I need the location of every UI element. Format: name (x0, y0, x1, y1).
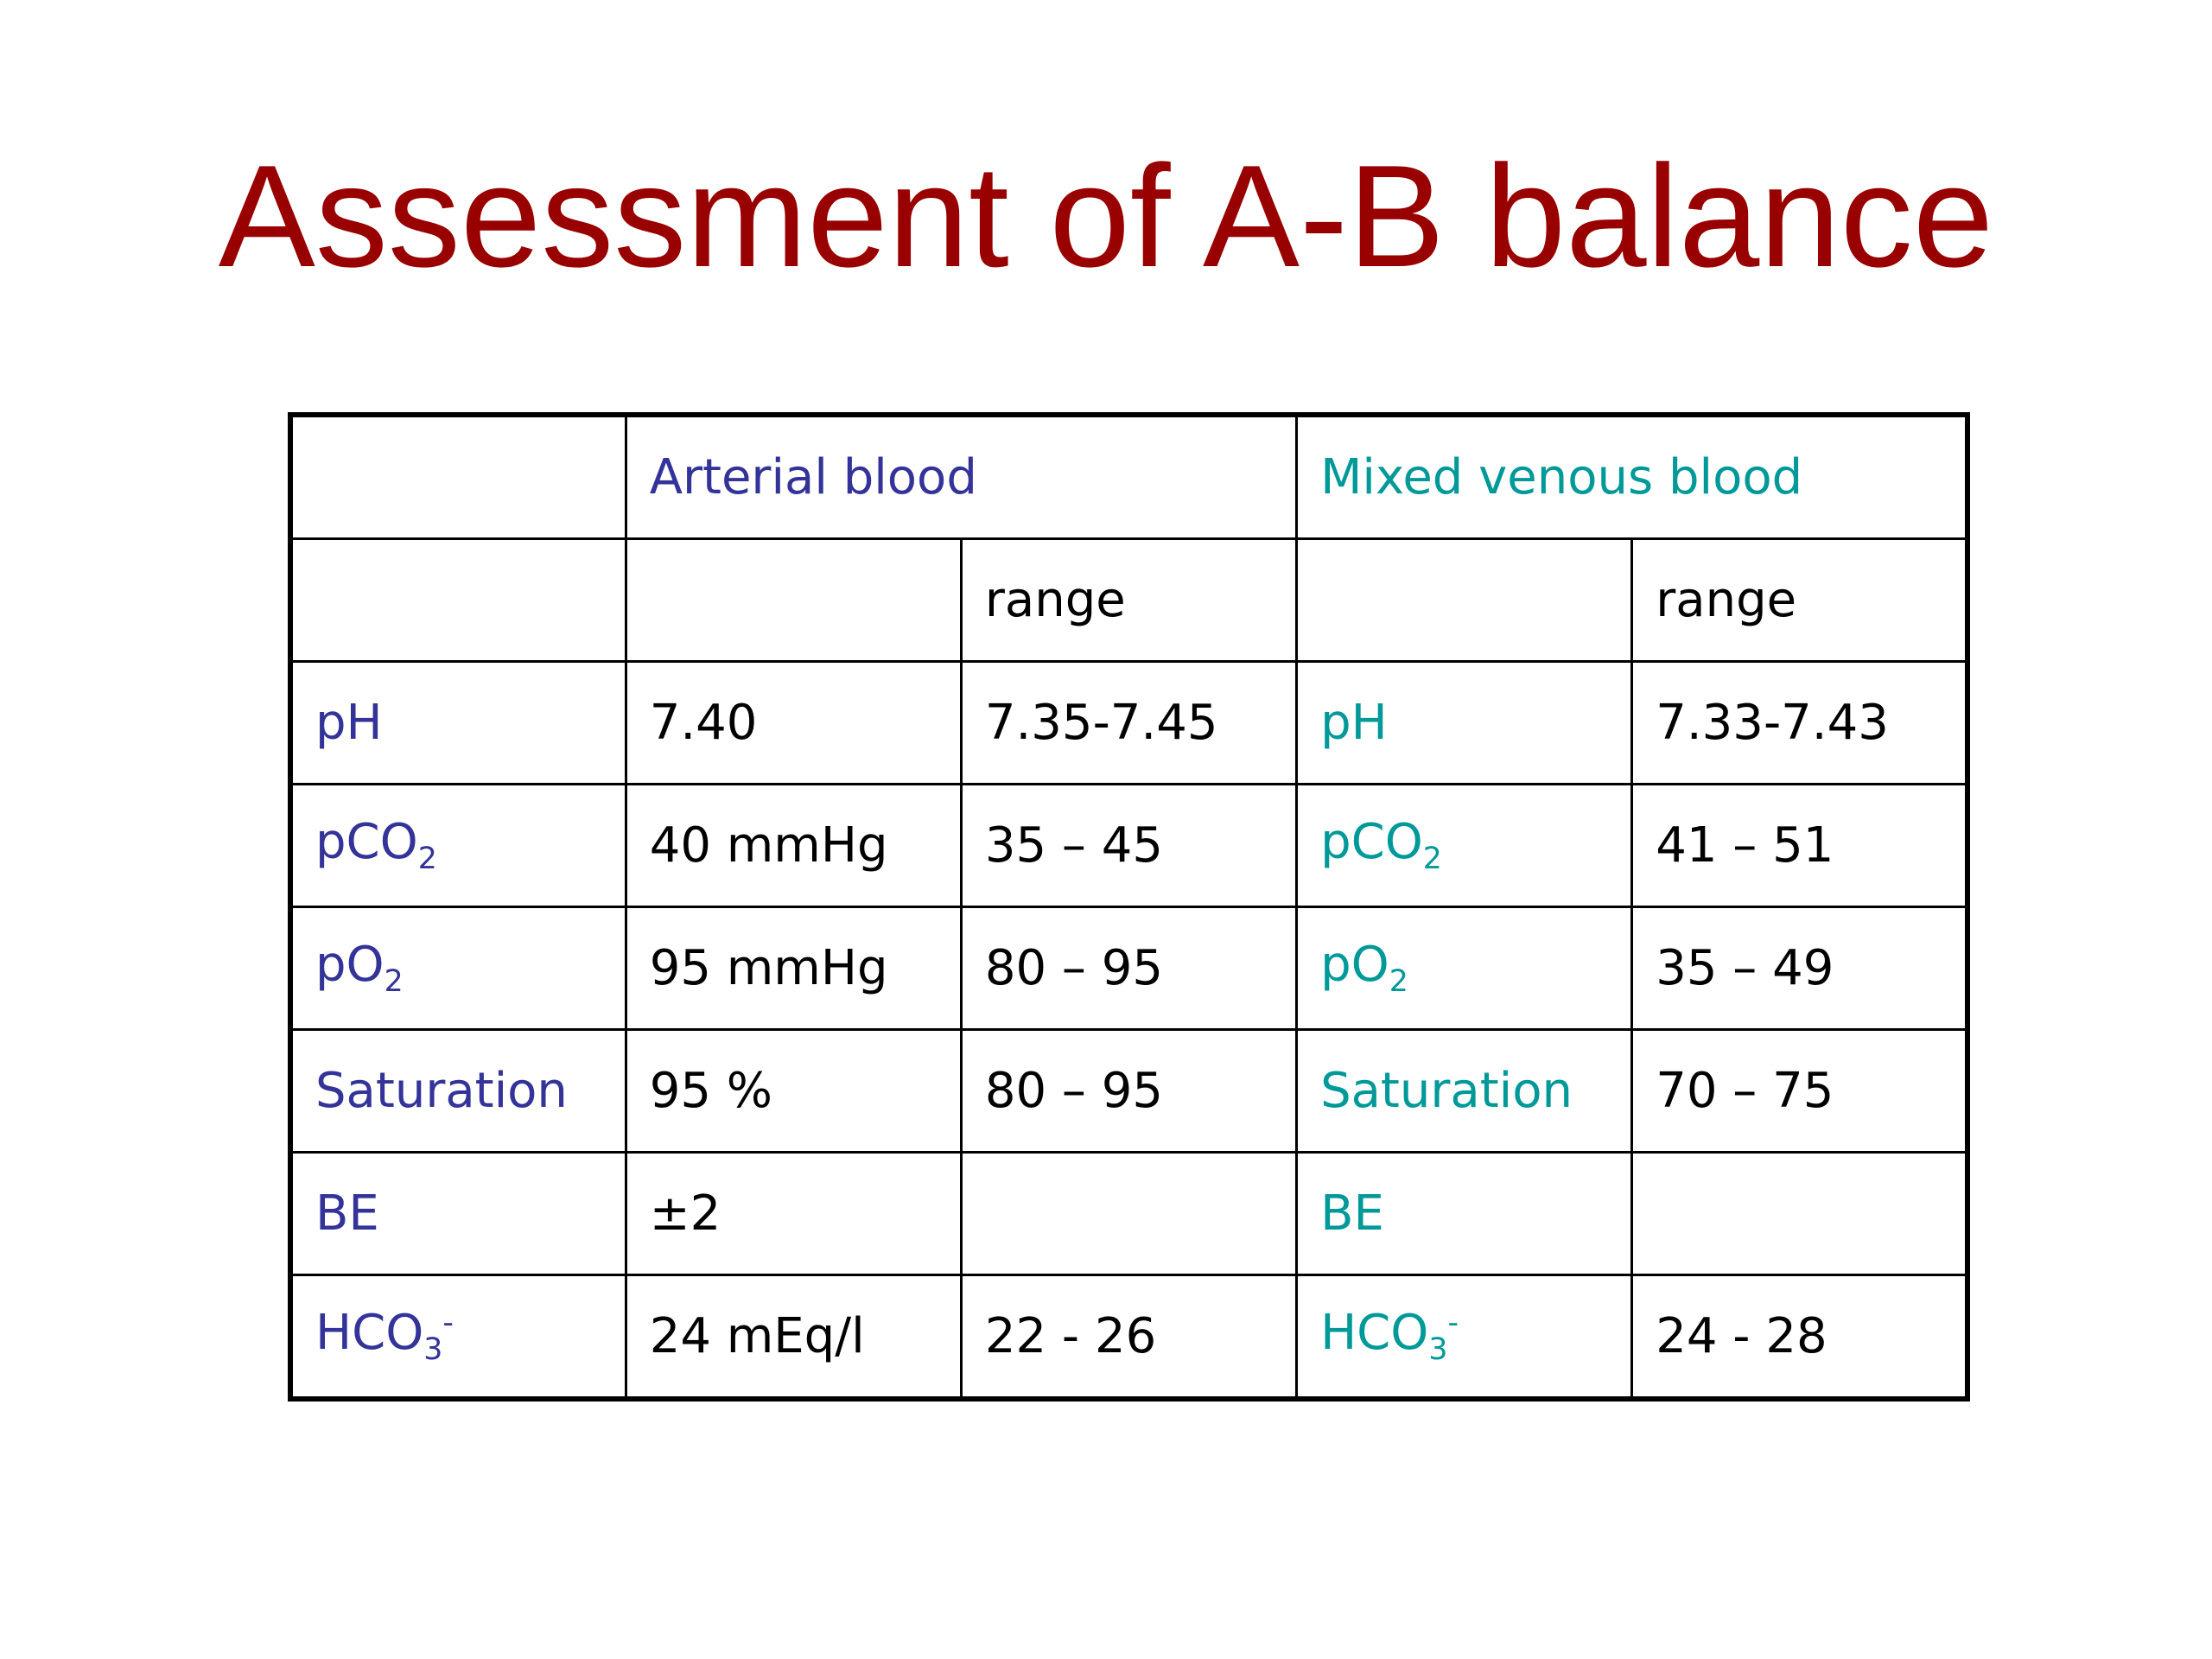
table-row (290, 785, 1967, 907)
arterial-value: 24 mEq/l (626, 1275, 961, 1400)
arterial-param: $pO_2$ (290, 907, 626, 1030)
empty-cell (1297, 539, 1632, 662)
venous-range: 41 – 51 (1632, 785, 1967, 907)
arterial-range (961, 1153, 1296, 1275)
venous-range: 70 – 75 (1632, 1030, 1967, 1153)
venous-param: pH (1297, 662, 1632, 785)
venous-range (1632, 1153, 1967, 1275)
venous-param: $HCO_3^-$ (1297, 1275, 1632, 1400)
arterial-value: ±2 (626, 1153, 961, 1275)
empty-cell (626, 539, 961, 662)
table-row (290, 1153, 1967, 1275)
table-row (290, 662, 1967, 785)
table-row (290, 1275, 1967, 1400)
arterial-value: 40 mmHg (626, 785, 961, 907)
venous-range: 24 - 28 (1632, 1275, 1967, 1400)
empty-cell (290, 539, 626, 662)
venous-param: Saturation (1297, 1030, 1632, 1153)
arterial-range: 22 - 26 (961, 1275, 1296, 1400)
venous-range: 7.33-7.43 (1632, 662, 1967, 785)
arterial-param: Saturation (290, 1030, 626, 1153)
arterial-value: 95 mmHg (626, 907, 961, 1030)
arterial-value: 7.40 (626, 662, 961, 785)
venous-range: 35 – 49 (1632, 907, 1967, 1030)
arterial-blood-header: Arterial blood (626, 415, 1296, 539)
arterial-param: pH (290, 662, 626, 785)
corner-cell (290, 415, 626, 539)
arterial-range-label: range (961, 539, 1296, 662)
arterial-value: 95 % (626, 1030, 961, 1153)
venous-param: $pO_2$ (1297, 907, 1632, 1030)
arterial-range: 7.35-7.45 (961, 662, 1296, 785)
venous-range-label: range (1632, 539, 1967, 662)
arterial-param: pCO$_2$ (290, 785, 626, 907)
venous-param: pCO$_2$ (1297, 785, 1632, 907)
slide-title: Assessment of A-B balance (218, 135, 1994, 297)
table-subheader-row (290, 539, 1967, 662)
blood-gas-table (288, 412, 1970, 1402)
arterial-param: $HCO_3^-$ (290, 1275, 626, 1400)
table-row (290, 907, 1967, 1030)
arterial-range: 35 – 45 (961, 785, 1296, 907)
table-row (290, 1030, 1967, 1153)
venous-param: BE (1297, 1153, 1632, 1275)
table-header-row (290, 415, 1967, 539)
arterial-range: 80 – 95 (961, 1030, 1296, 1153)
arterial-range: 80 – 95 (961, 907, 1296, 1030)
arterial-param: BE (290, 1153, 626, 1275)
venous-blood-header: Mixed venous blood (1297, 415, 1967, 539)
